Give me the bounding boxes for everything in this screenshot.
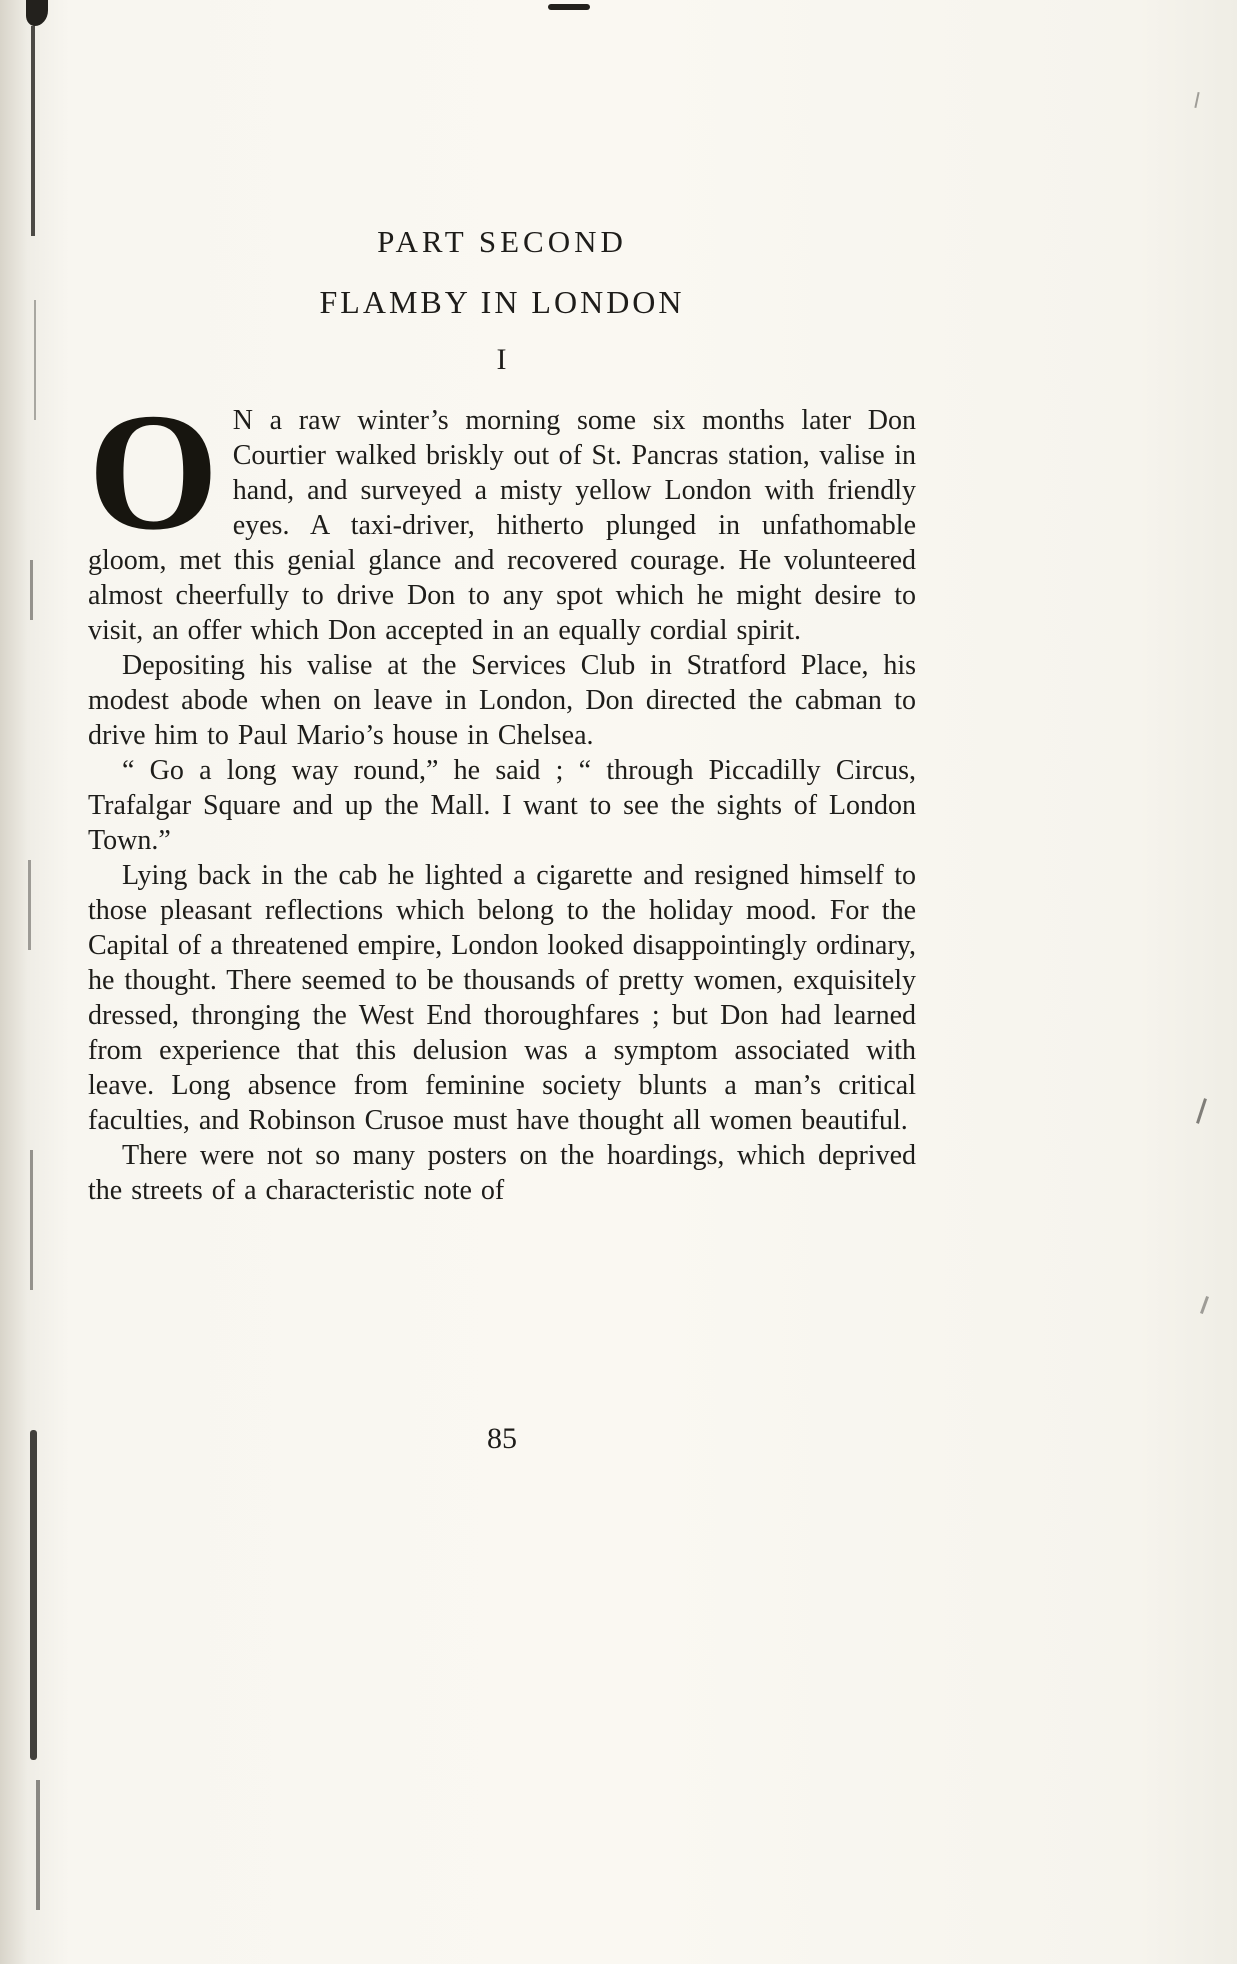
paragraph [88,648,916,753]
scan-artifact-left-tick [30,560,33,620]
paragraph [88,1138,916,1208]
part-heading: PART SECOND [377,224,627,259]
chapter-heading: FLAMBY IN LONDON [319,284,685,320]
paragraph-text: “ Go a long way round,” he said ; “ through Piccadilly Circus, Trafalgar Square and up the Mall. I want to see the sights of London Town.” [88,755,916,856]
scan-artifact-left-foot [36,1780,40,1910]
scan-artifact-right-mark [1200,1296,1209,1314]
scan-artifact-right-mark [1194,92,1199,108]
scan-artifact-left-tick [30,1150,33,1290]
scan-artifact-left-line [34,300,36,420]
paragraph [88,379,916,648]
paragraph-text: Lying back in the cab he lighted a cigarette and resigned himself to those pleasant reflections which belong to the holiday mood. For the Capital of a threatened empire, London looked disappointingly ordinary, he thought. There seemed to be thousands of pretty women, exquisitely dressed, thronging the West End thoroughfares ; but Don had learned from experience that this delusion was a symptom associated with leave. Long absence from feminine society blunts a man’s critical faculties, and Robinson Crusoe must have thought all women beautiful. [88,860,916,1136]
scan-artifact-left-tick [28,860,31,950]
paragraph [88,753,916,858]
paragraph [88,858,916,1138]
scan-artifact-right-mark [1196,1098,1207,1124]
scan-artifact-left-line [31,26,35,236]
page-number: 85 [487,1422,517,1455]
paragraph-text: There were not so many posters on the hoardings, which deprived the streets of a characteristic note of [88,1140,916,1206]
body-text [88,379,916,1208]
paragraph-text: N a raw winter’s morning some six months later Don Courtier walked briskly out of St. Pancras station, valise in hand, and surveyed a misty yellow London with friendly eyes. A taxi-driver, hitherto plunged in unfathomable gloom, met this genial glance and recovered courage. He volunteered almost cheerfully to drive Don to any spot which he might desire to visit, an offer which Don accepted in an equally cordial spirit. [88,405,916,646]
scan-artifact-corner [26,0,48,26]
section-number: I [496,343,508,376]
scan-artifact-top-dash [548,4,590,10]
scan-artifact-left-heavy [30,1430,37,1760]
paragraph-text: Depositing his valise at the Services Club in Stratford Place, his modest abode when on leave in London, Don directed the cabman to drive him to Paul Mario’s house in Chelsea. [88,650,916,751]
text-column [88,224,916,1208]
drop-cap-letter: O [88,379,219,565]
